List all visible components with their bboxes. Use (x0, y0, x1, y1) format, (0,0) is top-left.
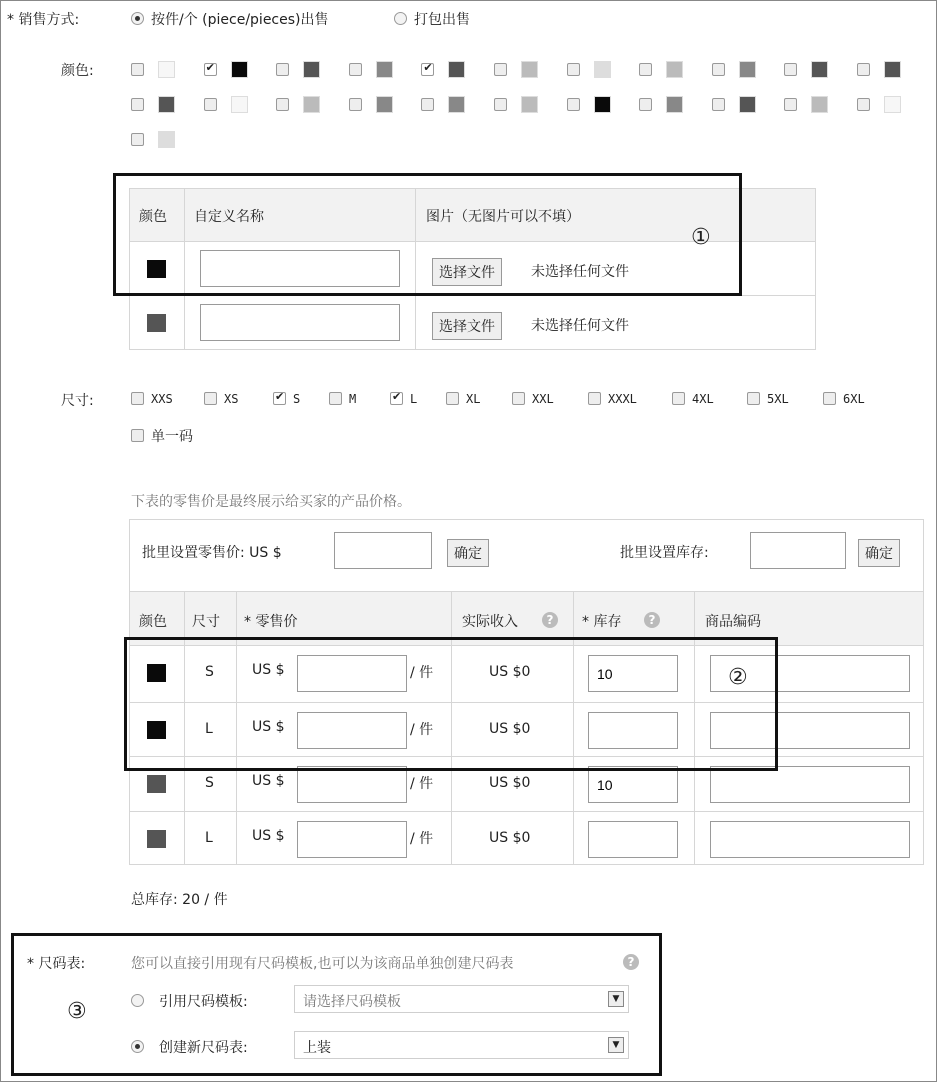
color-swatch (376, 96, 393, 113)
color-swatch (884, 96, 901, 113)
color-checkbox[interactable] (712, 98, 725, 111)
color-checkbox[interactable] (204, 98, 217, 111)
color-checkbox[interactable] (712, 63, 725, 76)
size-checkbox-4xl[interactable] (672, 392, 685, 405)
sku-header-color: 颜色 (139, 614, 167, 630)
annotation-box-1 (113, 173, 742, 296)
batch-stock-confirm[interactable]: 确定 (858, 539, 900, 567)
sku-header-code: 商品编码 (705, 614, 761, 630)
create-new-label: 创建新尺码表: (159, 1040, 248, 1056)
color-swatch (158, 61, 175, 78)
price-note: 下表的零售价是最终展示给买家的产品价格。 (131, 494, 411, 510)
no-file-text-1: 未选择任何文件 (531, 264, 629, 280)
color-swatch (666, 61, 683, 78)
sku-header-size: 尺寸 (192, 614, 220, 630)
size-label-s: S (293, 392, 301, 406)
sku-income: US $0 (489, 830, 531, 846)
marker-3: ③ (67, 999, 87, 1024)
color-checkbox[interactable] (567, 63, 580, 76)
sku-code-input[interactable] (710, 821, 910, 858)
size-checkbox-6xl[interactable] (823, 392, 836, 405)
batch-stock-label: 批里设置库存: (620, 545, 709, 561)
sku-size: S (205, 775, 214, 791)
batch-price-confirm[interactable]: 确定 (447, 539, 489, 567)
radio-per-piece[interactable] (131, 12, 144, 25)
color-checkbox[interactable] (421, 98, 434, 111)
size-label-m: M (349, 392, 357, 406)
color-checkbox[interactable] (857, 63, 870, 76)
new-chart-select[interactable] (294, 1031, 629, 1059)
color-checkbox[interactable] (639, 98, 652, 111)
choose-file-button-1[interactable]: 选择文件 (432, 258, 502, 286)
color-swatch (448, 61, 465, 78)
sku-color-swatch (147, 775, 166, 793)
chevron-down-icon: ▼ (608, 991, 624, 1007)
color-checkbox[interactable] (276, 63, 289, 76)
per-piece-label: 按件/个 (piece/pieces)出售 (151, 12, 329, 28)
color-checkbox[interactable] (567, 98, 580, 111)
stock-help-icon[interactable]: ? (644, 612, 660, 628)
color-checkbox[interactable] (421, 63, 434, 76)
size-checkbox-l[interactable] (390, 392, 403, 405)
sku-header-stock: * 库存 (582, 614, 622, 630)
sku-currency: US $ (252, 719, 285, 735)
color-swatch (884, 61, 901, 78)
sku-header-income: 实际收入 (462, 614, 518, 630)
color-swatch (811, 96, 828, 113)
sku-income: US $0 (489, 664, 531, 680)
color-checkbox[interactable] (349, 63, 362, 76)
color-swatch (666, 96, 683, 113)
template-select[interactable] (294, 985, 629, 1013)
color-swatch (303, 96, 320, 113)
size-label-4xl: 4XL (692, 392, 714, 406)
size-label-l: L (410, 392, 418, 406)
color-checkbox[interactable] (857, 98, 870, 111)
color-swatch (594, 96, 611, 113)
radio-package[interactable] (394, 12, 407, 25)
annotation-box-2 (124, 637, 778, 771)
sku-code-input[interactable] (710, 766, 910, 803)
size-checkbox-s[interactable] (273, 392, 286, 405)
color-swatch-gray (147, 314, 166, 332)
color-checkbox[interactable] (784, 63, 797, 76)
color-checkbox[interactable] (131, 63, 144, 76)
size-checkbox-m[interactable] (329, 392, 342, 405)
sku-size: L (205, 721, 213, 737)
sku-income: US $0 (489, 721, 531, 737)
color-checkbox[interactable] (131, 133, 144, 146)
color-swatch (303, 61, 320, 78)
sku-currency: US $ (252, 773, 285, 789)
name-col-header: 自定义名称 (194, 209, 264, 225)
color-checkbox[interactable] (204, 63, 217, 76)
color-checkbox[interactable] (639, 63, 652, 76)
radio-create-new[interactable] (131, 1040, 144, 1053)
sku-income: US $0 (489, 775, 531, 791)
use-template-label: 引用尺码模板: (159, 994, 248, 1010)
color-swatch (521, 96, 538, 113)
sku-stock-input[interactable] (588, 766, 678, 803)
sku-unit: / 件 (410, 776, 434, 792)
size-checkbox-xxl[interactable] (512, 392, 525, 405)
sku-currency: US $ (252, 662, 285, 678)
sku-price-input[interactable] (297, 821, 407, 858)
color-checkbox[interactable] (494, 63, 507, 76)
sku-header-price: * 零售价 (244, 614, 298, 630)
choose-file-button-2[interactable]: 选择文件 (432, 312, 502, 340)
sku-unit: / 件 (410, 722, 434, 738)
color-swatch (376, 61, 393, 78)
size-checkbox-xl[interactable] (446, 392, 459, 405)
color-swatch (521, 61, 538, 78)
marker-2: ② (728, 665, 748, 690)
income-help-icon[interactable]: ? (542, 612, 558, 628)
size-checkbox-5xl[interactable] (747, 392, 760, 405)
color-swatch (158, 131, 175, 148)
image-col-header: 图片（无图片可以不填） (426, 209, 580, 225)
color-col-header: 颜色 (139, 209, 167, 225)
size-label-xxl: XXL (532, 392, 554, 406)
color-swatch (811, 61, 828, 78)
total-stock: 总库存: 20 / 件 (131, 892, 228, 908)
color-swatch (448, 96, 465, 113)
size-label-xl: XL (466, 392, 481, 406)
package-label: 打包出售 (414, 12, 470, 28)
new-chart-select-value: 上装 (303, 1040, 331, 1056)
size-label-xs: XS (224, 392, 239, 406)
color-checkbox[interactable] (131, 98, 144, 111)
sku-size: S (205, 664, 214, 680)
color-checkbox[interactable] (276, 98, 289, 111)
sale-mode-label: * 销售方式: (7, 12, 80, 28)
size-checkbox-xxs[interactable] (131, 392, 144, 405)
color-swatch (231, 96, 248, 113)
color-swatch (739, 96, 756, 113)
sku-stock-input[interactable] (588, 821, 678, 858)
color-checkbox[interactable] (494, 98, 507, 111)
size-label-6xl: 6XL (843, 392, 865, 406)
size-label-5xl: 5XL (767, 392, 789, 406)
size-label-xxxl: XXXL (608, 392, 637, 406)
marker-1: ① (691, 225, 711, 250)
batch-stock-input[interactable] (750, 532, 846, 569)
color-swatch (739, 61, 756, 78)
size-chart-label: * 尺码表: (27, 956, 86, 972)
template-select-value: 请选择尺码模板 (303, 994, 401, 1010)
batch-price-input[interactable] (334, 532, 432, 569)
size-chart-hint: 您可以直接引用现有尺码模板,也可以为该商品单独创建尺码表 (131, 956, 514, 972)
chevron-down-icon: ▼ (608, 1037, 624, 1053)
size-checkbox-xxxl[interactable] (588, 392, 601, 405)
no-file-text-2: 未选择任何文件 (531, 318, 629, 334)
size-single-label: 单一码 (151, 429, 193, 445)
size-label: 尺寸: (61, 393, 94, 409)
size-chart-help-icon[interactable]: ? (623, 954, 639, 970)
size-checkbox-xs[interactable] (204, 392, 217, 405)
color-label: 颜色: (61, 63, 94, 79)
sku-color-swatch (147, 830, 166, 848)
size-label-xxs: XXS (151, 392, 173, 406)
sku-unit: / 件 (410, 665, 434, 681)
sku-price-input[interactable] (297, 766, 407, 803)
batch-price-label: 批里设置零售价: US $ (142, 545, 282, 561)
radio-use-template[interactable] (131, 994, 144, 1007)
color-checkbox[interactable] (349, 98, 362, 111)
color-checkbox[interactable] (784, 98, 797, 111)
sku-currency: US $ (252, 828, 285, 844)
color-swatch (158, 96, 175, 113)
sku-unit: / 件 (410, 831, 434, 847)
size-checkbox-single[interactable] (131, 429, 144, 442)
sku-size: L (205, 830, 213, 846)
color-swatch (594, 61, 611, 78)
color-swatch (231, 61, 248, 78)
custom-name-input-2[interactable] (200, 304, 400, 341)
